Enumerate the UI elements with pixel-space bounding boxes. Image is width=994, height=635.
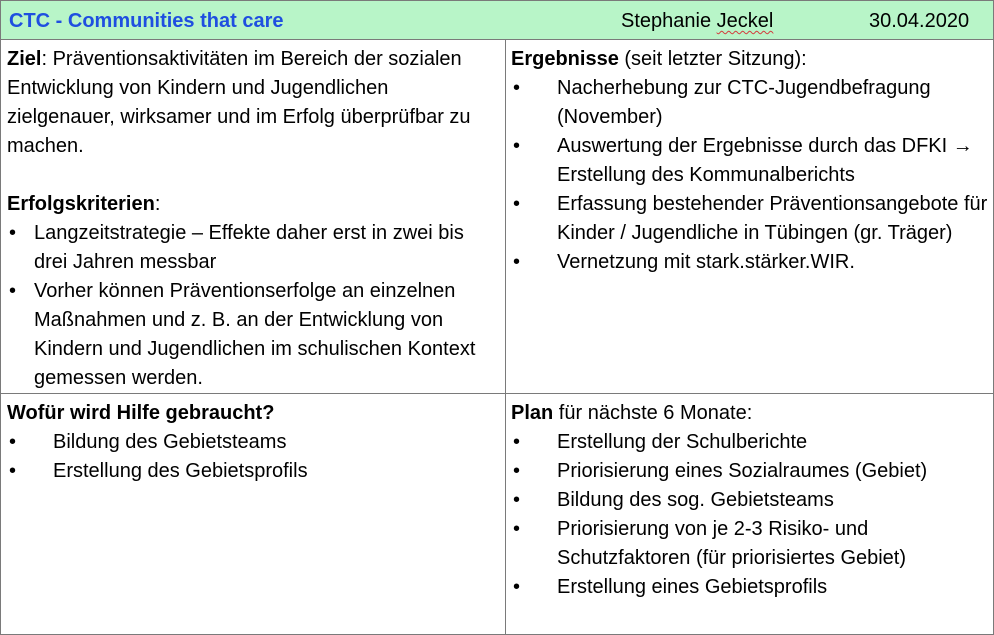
list-item: • Erfassung bestehender Präventionsangebote für Kinder / Jugendliche in Tübingen (gr. Träger) xyxy=(513,193,988,244)
list-item: • Priorisierung eines Sozialraumes (Gebiet) xyxy=(513,460,928,482)
plan-list xyxy=(511,428,989,602)
list-item: • Auswertung der Ergebnisse durch das DFKI → Erstellung des Kommunalberichts xyxy=(513,135,973,186)
plan-heading: Plan für nächste 6 Monate: xyxy=(511,402,753,424)
list-item: • Vernetzung mit stark.stärker.WIR. xyxy=(513,251,855,273)
goal-label: Ziel xyxy=(7,48,42,70)
list-item: • Langzeitstrategie – Effekte daher erst in zwei bis drei Jahren messbar xyxy=(9,222,464,273)
goal-text: : Präventionsaktivitäten im Bereich der sozialen Entwicklung von Kindern und Jugendlichen zielgenauer, wirksamer und im Erfolg überprüfbar zu machen. xyxy=(7,48,471,157)
list-item: • Erstellung der Schulberichte xyxy=(513,431,808,453)
goal-cell xyxy=(7,45,499,393)
document-title: CTC - Communities that care xyxy=(9,10,284,32)
results-heading: Ergebnisse (seit letzter Sitzung): xyxy=(511,48,807,70)
help-cell xyxy=(7,399,499,486)
list-item: • Bildung des Gebietsteams xyxy=(9,431,287,453)
plan-cell xyxy=(511,399,989,602)
list-item: • Priorisierung von je 2-3 Risiko- und Schutzfaktoren (für priorisiertes Gebiet) xyxy=(513,518,907,569)
author-first-name: Stephanie xyxy=(621,10,712,32)
column-divider xyxy=(505,40,506,634)
author-name xyxy=(621,10,773,33)
plan-label: Plan xyxy=(511,402,554,424)
criteria-list xyxy=(7,219,499,393)
help-heading xyxy=(7,399,499,428)
list-item: • Erstellung des Gebietsprofils xyxy=(9,460,308,482)
row-divider xyxy=(1,393,993,394)
table-header-row xyxy=(1,1,993,40)
criteria-heading: Erfolgskriterien: xyxy=(7,193,161,215)
list-item: • Nacherhebung zur CTC-Jugendbefragung (November) xyxy=(513,77,931,128)
criteria-label: Erfolgskriterien xyxy=(7,193,155,215)
results-cell xyxy=(511,45,989,277)
results-list xyxy=(511,74,989,277)
help-list xyxy=(7,428,499,486)
results-label: Ergebnisse xyxy=(511,48,619,70)
list-item: • Erstellung eines Gebietsprofils xyxy=(513,576,828,598)
list-item: • Vorher können Präventionserfolge an einzelnen Maßnahmen und z. B. an der Entwicklung von Kindern und Jugendlichen im schulischen Kontext gemessen werden. xyxy=(9,280,476,389)
list-item: • Bildung des sog. Gebietsteams xyxy=(513,489,834,511)
help-label: Wofür wird Hilfe gebraucht? xyxy=(7,402,275,424)
document-date: 30.04.2020 xyxy=(869,10,970,32)
author-last-name: Jeckel xyxy=(716,10,774,32)
goal-paragraph xyxy=(7,45,499,161)
